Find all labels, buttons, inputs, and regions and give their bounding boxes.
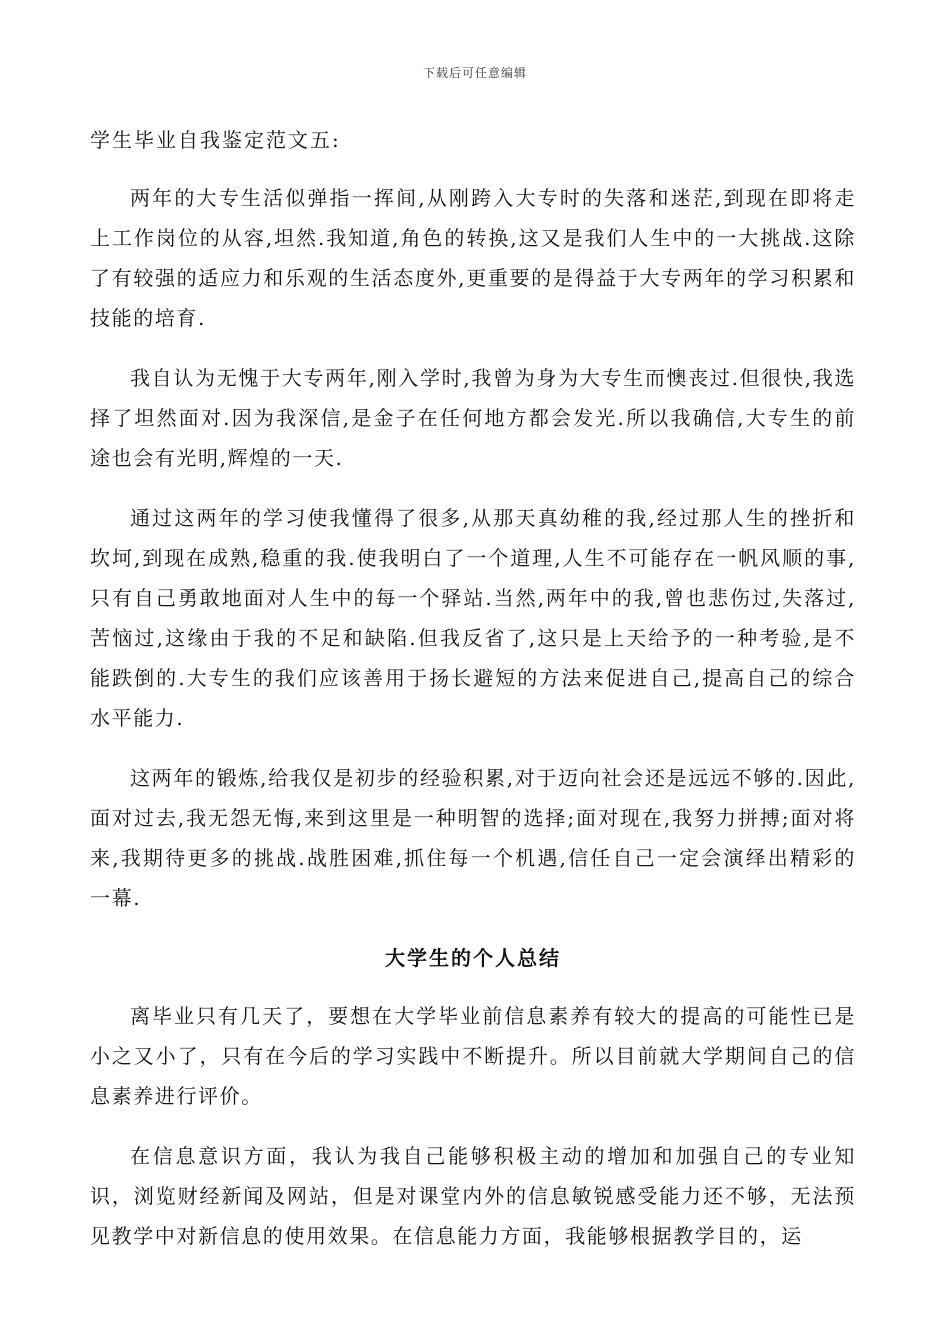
paragraph: 这两年的锻炼,给我仅是初步的经验积累,对于迈向社会还是远远不够的.因此,面对过去,我无怨无悔,来到这里是一种明智的选择;面对现在,我努力拼搏;面对将来,我期待更多的挑战.战胜困难,抓住每一个机遇,信任自己一定会演绎出精彩的一幕. [90, 766, 856, 910]
paragraph: 通过这两年的学习使我懂得了很多,从那天真幼稚的我,经过那人生的挫折和坎坷,到现在成熟,稳重的我.使我明白了一个道理,人生不可能存在一帆风顺的事,只有自己勇敢地面对人生中的每一个驿站.当然,两年中的我,曾也悲伤过,失落过,苦恼过,这缘由于我的不足和缺陷.但我反省了,这只是上天给予的一种考验,是不能跌倒的.大专生的我们应该善用于扬长避短的方法来促进自己,提高自己的综合水平能力. [90, 506, 856, 730]
document-body [90, 120, 856, 1276]
paragraph: 两年的大专生活似弹指一挥间,从刚跨入大专时的失落和迷茫,到现在即将走上工作岗位的从容,坦然.我知道,角色的转换,这又是我们人生中的一大挑战.这除了有较强的适应力和乐观的生活态度外,更重要的是得益于大专两年的学习积累和技能的培育. [90, 186, 856, 330]
paragraph: 我自认为无愧于大专两年,刚入学时,我曾为身为大专生而懊丧过.但很快,我选择了坦然面对.因为我深信,是金子在任何地方都会发光.所以我确信,大专生的前途也会有光明,辉煌的一天. [90, 366, 856, 470]
section-heading: 学生毕业自我鉴定范文五: [90, 128, 341, 152]
header-note: 下载后可任意编辑 [422, 66, 527, 80]
paragraph: 在信息意识方面，我认为我自己能够积极主动的增加和加强自己的专业知识，浏览财经新闻及网站，但是对课堂内外的信息敏锐感受能力还不够，无法预见教学中对新信息的使用效果。在信息能力方面，我能够根据教学目的，运 [90, 1144, 856, 1248]
section-title: 大学生的个人总结 [385, 946, 561, 970]
paragraph: 离毕业只有几天了，要想在大学毕业前信息素养有较大的提高的可能性已是小之又小了，只有在今后的学习实践中不断提升。所以目前就大学期间自己的信息素养进行评价。 [90, 1004, 856, 1108]
